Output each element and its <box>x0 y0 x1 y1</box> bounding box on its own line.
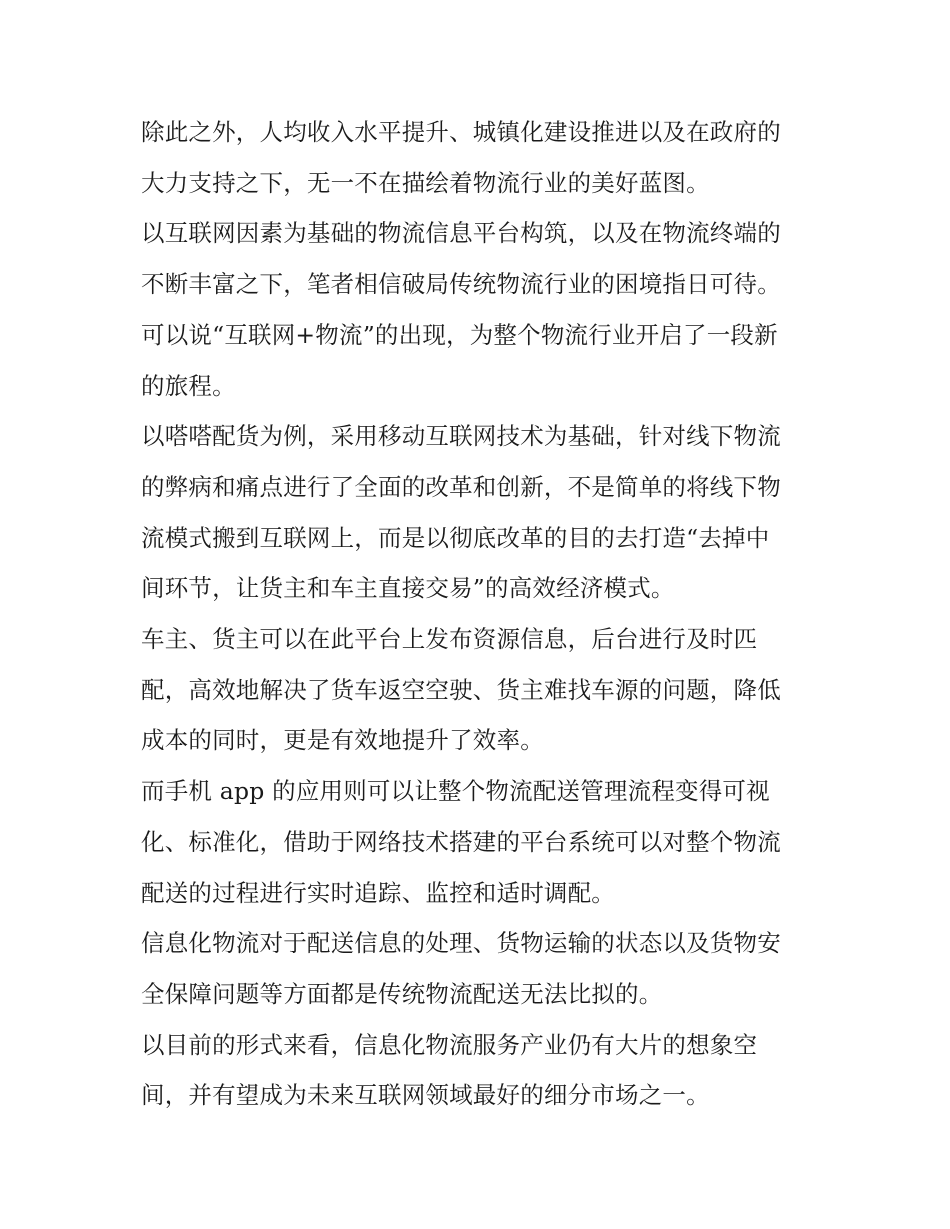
paragraph-line: 配送的过程进行实时追踪、监控和适时调配。 <box>141 878 615 907</box>
paragraph-line: 全保障问题等方面都是传统物流配送无法比拟的。 <box>141 979 663 1008</box>
paragraph-line: 而手机 app 的应用则可以让整个物流配送管理流程变得可视 <box>141 777 770 806</box>
paragraph-line: 以目前的形式来看，信息化物流服务产业仍有大片的想象空 <box>141 1030 758 1059</box>
paragraph-line: 间环节，让货主和车主直接交易”的高效经济模式。 <box>141 574 675 603</box>
paragraph-line: 可以说“互联网+物流”的出现，为整个物流行业开启了一段新 <box>141 320 778 349</box>
paragraph-line: 车主、货主可以在此平台上发布资源信息，后台进行及时匹 <box>141 625 758 654</box>
paragraph-line: 的弊病和痛点进行了全面的改革和创新，不是简单的将线下物 <box>141 472 781 501</box>
paragraph-6 <box>141 766 821 918</box>
paragraph-line: 流模式搬到互联网上，而是以彻底改革的目的去打造“去掉中 <box>141 523 770 552</box>
paragraph-line: 的旅程。 <box>141 371 236 400</box>
paragraph-4 <box>141 411 821 614</box>
paragraph-line: 除此之外，人均收入水平提升、城镇化建设推进以及在政府的 <box>141 118 781 146</box>
paragraph-5 <box>141 614 821 766</box>
paragraph-8 <box>141 1020 821 1121</box>
paragraph-2 <box>141 208 821 309</box>
paragraph-line: 以互联网因素为基础的物流信息平台构筑，以及在物流终端的 <box>141 219 781 248</box>
paragraph-line: 成本的同时，更是有效地提升了效率。 <box>141 726 544 755</box>
paragraph-line: 大力支持之下，无一不在描绘着物流行业的美好蓝图。 <box>141 168 710 197</box>
paragraph-line: 不断丰富之下，笔者相信破局传统物流行业的困境指日可待。 <box>141 270 781 299</box>
paragraph-line: 化、标准化，借助于网络技术搭建的平台系统可以对整个物流 <box>141 827 781 856</box>
paragraph-1 <box>141 107 821 208</box>
document-body <box>141 107 821 1121</box>
paragraph-line: 间，并有望成为未来互联网领域最好的细分市场之一。 <box>141 1081 710 1110</box>
paragraph-line: 信息化物流对于配送信息的处理、货物运输的状态以及货物安 <box>141 929 781 958</box>
paragraph-line: 配，高效地解决了货车返空空驶、货主难找车源的问题，降低 <box>141 675 781 704</box>
paragraph-3 <box>141 310 821 411</box>
paragraph-7 <box>141 918 821 1019</box>
paragraph-line: 以嗒嗒配货为例，采用移动互联网技术为基础，针对线下物流 <box>141 422 781 451</box>
